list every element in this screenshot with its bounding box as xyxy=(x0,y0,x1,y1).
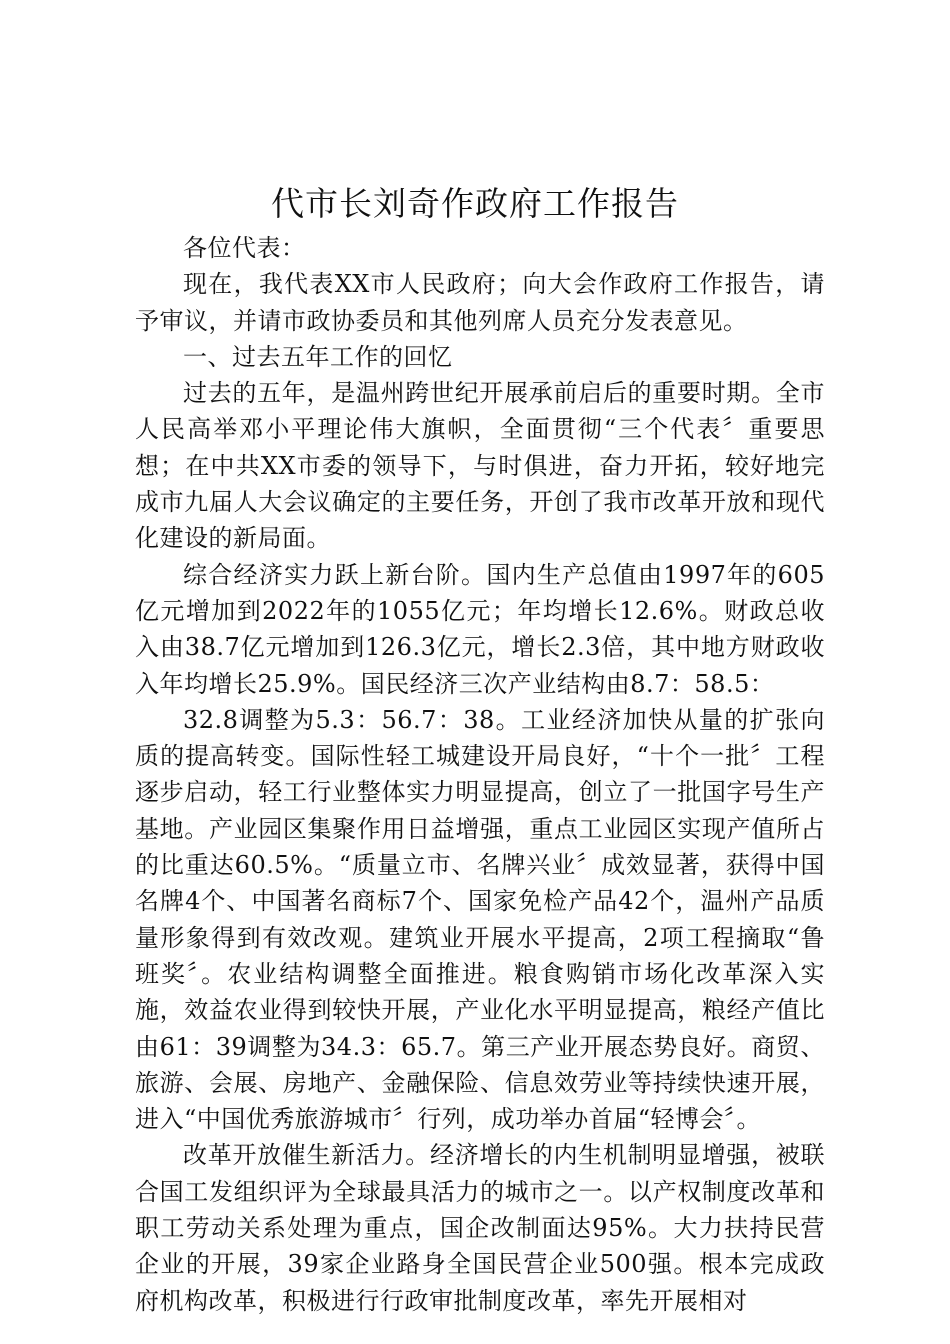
document-title: 代市长刘奇作政府工作报告 xyxy=(271,184,679,223)
paragraph-economy: 综合经济实力跃上新台阶。国内生产总值由1997年的605亿元增加到2022年的1055亿元；年均增长12.6%。财政总收入由38.7亿元增加到126.3亿元，增长2.3倍，其中地方财政收入年均增长25.9%。国民经济三次产业结构由8.7：58.5： xyxy=(135,560,825,698)
section-heading: 一、过去五年工作的回忆 xyxy=(183,342,453,371)
document-body xyxy=(135,230,825,1319)
salutation: 各位代表： xyxy=(183,234,306,262)
paragraph-industry: 32.8调整为5.3：56.7：38。工业经济加快从量的扩张向质的提高转变。国际性轻工城建设开局良好，“十个一批〞工程逐步启动，轻工行业整体实力明显提高，创立了一批国字号生产基地。产业园区集聚作用日益增强，重点工业园区实现产值所占的比重达60.5%。“质量立市、名牌兴业〞成效显著，获得中国名牌4个、中国著名商标7个、国家免检产品42个，温州产品质量形象得到有效改观。建筑业开展水平提高，2项工程摘取“鲁班奖〞。农业结构调整全面推进。粮食购销市场化改革深入实施，效益农业得到较快开展，产业化水平明显提高，粮经产值比由61：39调整为34.3：65.7。第三产业开展态势良好。商贸、旅游、会展、房地产、金融保险、信息效劳业等持续快速开展，进入“中国优秀旅游城市〞行列，成功举办首届“轻博会〞。 xyxy=(135,705,825,1134)
paragraph-reform: 改革开放催生新活力。经济增长的内生机制明显增强，被联合国工发组织评为全球最具活力的城市之一。以产权制度改革和职工劳动关系处理为重点，国企改制面达95%。大力扶持民营企业的开展，39家企业路身全国民营企业500强。根本完成政府机构改革，积极进行行政审批制度改革，率先开展相对 xyxy=(135,1141,825,1315)
paragraph-intro: 现在，我代表XX市人民政府；向大会作政府工作报告，请予审议，并请市政协委员和其他列席人员充分发表意见。 xyxy=(135,270,825,335)
paragraph-review: 过去的五年，是温州跨世纪开展承前启后的重要时期。全市人民高举邓小平理论伟大旗帜，全面贯彻“三个代表〞重要思想；在中共XX市委的领导下，与时俱进，奋力开拓，较好地完成市九届人大会议确定的主要任务，开创了我市改革开放和现代化建设的新局面。 xyxy=(135,379,825,553)
